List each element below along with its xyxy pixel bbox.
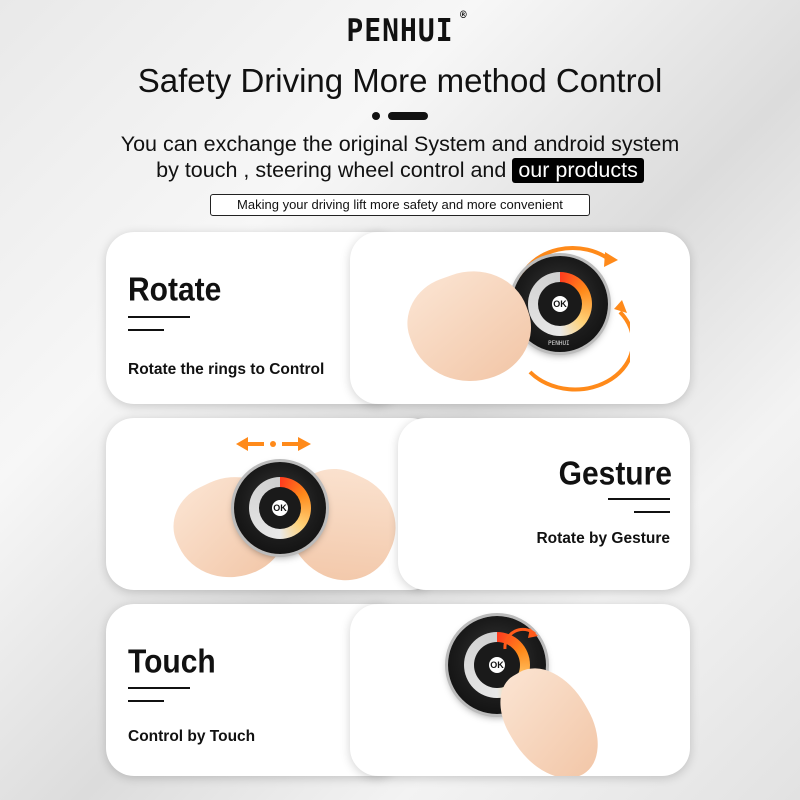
- title-underline-short: [634, 511, 670, 513]
- feature-description: Control by Touch: [128, 728, 256, 745]
- decorative-divider: [372, 112, 432, 120]
- feature-image-gesture: [106, 418, 438, 590]
- subtitle-highlight: our products: [512, 158, 644, 183]
- title-underline: [128, 687, 190, 689]
- ok-button-icon: OK: [552, 296, 568, 312]
- brand-name: PENHUI ®: [346, 7, 468, 49]
- controller-knob: [234, 462, 326, 554]
- feature-description: Rotate by Gesture: [536, 530, 670, 547]
- tagline: Making your driving lift more safety and more convenient: [210, 194, 590, 216]
- feature-image-rotate: [350, 232, 690, 404]
- subtitle-prefix: by touch , steering wheel control and: [156, 158, 507, 182]
- ok-button-icon: OK: [272, 500, 288, 516]
- brand-logo: [0, 7, 800, 49]
- feature-description: Rotate the rings to Control: [128, 361, 325, 378]
- feature-title: Gesture: [558, 456, 672, 493]
- feature-title: Touch: [128, 644, 216, 681]
- feature-title: Rotate: [128, 272, 222, 309]
- feature-card-gesture: [398, 418, 690, 590]
- title-underline-short: [128, 700, 164, 702]
- subtitle-line-2: [0, 158, 800, 183]
- title-underline: [128, 316, 190, 318]
- registered-mark: ®: [459, 7, 468, 23]
- ok-button-icon: OK: [489, 657, 505, 673]
- swipe-arrows-icon: [236, 434, 311, 454]
- title-underline-short: [128, 329, 164, 331]
- subtitle-line-1: You can exchange the original System and android system: [120, 132, 680, 156]
- title-underline: [608, 498, 670, 500]
- headline: Safety Driving More method Control: [137, 62, 663, 99]
- tap-arrow-icon: [500, 624, 540, 654]
- device-brand-mark: PENHUI: [548, 340, 570, 347]
- feature-image-touch: [350, 604, 690, 776]
